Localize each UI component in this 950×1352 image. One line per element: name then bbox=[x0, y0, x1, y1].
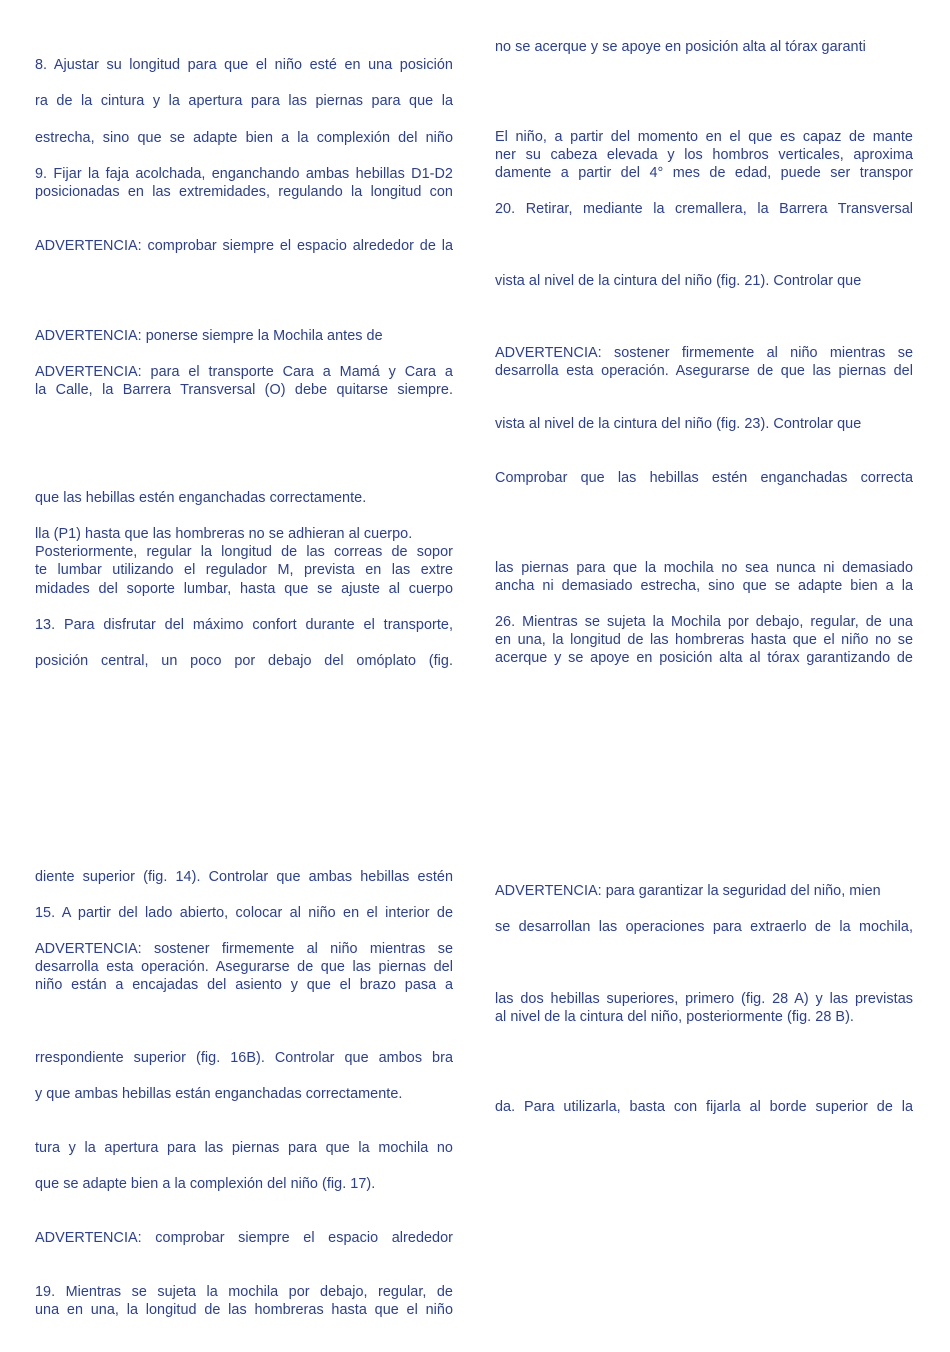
text-line: rrespondiente superior (fig. 16B). Controlar que ambos bra bbox=[35, 1050, 453, 1066]
text-line: que las hebillas estén enganchadas correctamente. bbox=[35, 490, 367, 506]
text-line: 26. Mientras se sujeta la Mochila por debajo, regular, de una bbox=[495, 614, 913, 630]
text-line: 15. A partir del lado abierto, colocar al niño en el interior de bbox=[35, 905, 453, 921]
warning-line: ADVERTENCIA: comprobar siempre el espacio alrededor bbox=[35, 1230, 453, 1246]
text-line: la Calle, la Barrera Transversal (O) debe quitarse siempre. bbox=[35, 382, 453, 398]
text-line: en una, la longitud de las hombreras hasta que el niño no se bbox=[495, 632, 913, 648]
text-line: al nivel de la cintura del niño, posteriormente (fig. 28 B). bbox=[495, 1009, 854, 1025]
text-line: que se adapte bien a la complexión del niño (fig. 17). bbox=[35, 1176, 376, 1192]
text-line: ner su cabeza elevada y los hombros verticales, aproxima bbox=[495, 147, 913, 163]
text-line: vista al nivel de la cintura del niño (fig. 21). Controlar que bbox=[495, 273, 862, 289]
text-line: desarrolla esta operación. Asegurarse de que las piernas del bbox=[495, 363, 913, 379]
text-line: 13. Para disfrutar del máximo confort durante el transporte, bbox=[35, 617, 453, 633]
text-line: las dos hebillas superiores, primero (fig. 28 A) y las previstas bbox=[495, 991, 913, 1007]
text-line: tura y la apertura para las piernas para que la mochila no bbox=[35, 1140, 453, 1156]
text-line: niño están a encajadas del asiento y que el brazo pasa a bbox=[35, 977, 453, 993]
warning-line: ADVERTENCIA: ponerse siempre la Mochila antes de bbox=[35, 328, 383, 344]
warning-line: ADVERTENCIA: para el transporte Cara a Mamá y Cara a bbox=[35, 364, 453, 380]
text-line: diente superior (fig. 14). Controlar que ambas hebillas estén bbox=[35, 869, 453, 885]
text-line: 20. Retirar, mediante la cremallera, la Barrera Transversal bbox=[495, 201, 913, 217]
warning-line: ADVERTENCIA: para garantizar la seguridad del niño, mien bbox=[495, 883, 881, 899]
text-line: 9. Fijar la faja acolchada, enganchando ambas hebillas D1-D2 bbox=[35, 166, 453, 182]
text-line: no se acerque y se apoye en posición alta al tórax garanti bbox=[495, 39, 866, 55]
text-line: da. Para utilizarla, basta con fijarla al borde superior de la bbox=[495, 1099, 913, 1115]
text-line: lla (P1) hasta que las hombreras no se adhieran al cuerpo. bbox=[35, 526, 413, 542]
text-line: posición central, un poco por debajo del omóplato (fig. bbox=[35, 653, 453, 669]
text-line: las piernas para que la mochila no sea nunca ni demasiado bbox=[495, 560, 913, 576]
text-line: damente a partir del 4° mes de edad, puede ser transpor bbox=[495, 165, 913, 181]
text-line: ancha ni demasiado estrecha, sino que se adapte bien a la bbox=[495, 578, 913, 594]
text-line: se desarrollan las operaciones para extraerlo de la mochila, bbox=[495, 919, 913, 935]
text-line: vista al nivel de la cintura del niño (fig. 23). Controlar que bbox=[495, 416, 862, 432]
text-line: posicionadas en las extremidades, regulando la longitud con bbox=[35, 184, 453, 200]
text-line: 8. Ajustar su longitud para que el niño esté en una posición bbox=[35, 57, 453, 73]
warning-line: ADVERTENCIA: sostener firmemente al niño mientras se bbox=[495, 345, 913, 361]
text-line: Posteriormente, regular la longitud de las correas de sopor bbox=[35, 544, 453, 560]
text-line: y que ambas hebillas están enganchadas correctamente. bbox=[35, 1086, 403, 1102]
warning-line: ADVERTENCIA: comprobar siempre el espacio alrededor de la bbox=[35, 238, 453, 254]
text-line: te lumbar utilizando el regulador M, prevista en las extre bbox=[35, 562, 453, 578]
text-line: midades del soporte lumbar, hasta que se ajuste al cuerpo bbox=[35, 581, 453, 597]
text-line: Comprobar que las hebillas estén enganchadas correcta bbox=[495, 470, 913, 486]
text-line: El niño, a partir del momento en el que es capaz de mante bbox=[495, 129, 913, 145]
text-line: una en una, la longitud de las hombreras hasta que el niño bbox=[35, 1302, 453, 1318]
text-line: estrecha, sino que se adapte bien a la complexión del niño bbox=[35, 130, 453, 146]
text-line: 19. Mientras se sujeta la mochila por debajo, regular, de bbox=[35, 1284, 453, 1300]
text-line: desarrolla esta operación. Asegurarse de que las piernas del bbox=[35, 959, 453, 975]
text-line: ra de la cintura y la apertura para las piernas para que la bbox=[35, 93, 453, 109]
warning-line: ADVERTENCIA: sostener firmemente al niño mientras se bbox=[35, 941, 453, 957]
text-line: acerque y se apoye en posición alta al tórax garantizando de bbox=[495, 650, 913, 666]
